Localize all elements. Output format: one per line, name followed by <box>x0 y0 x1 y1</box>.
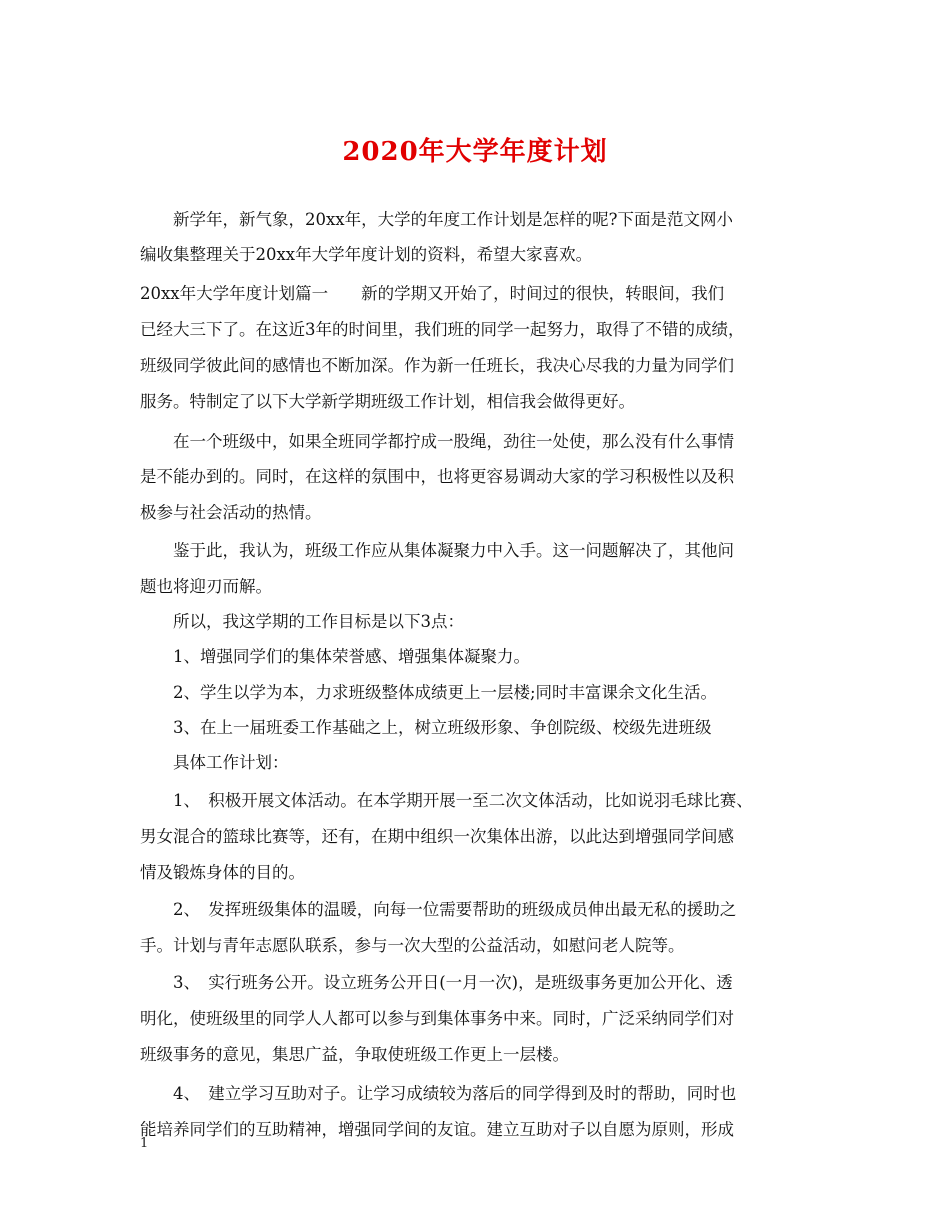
body-line: 鉴于此，我认为，班级工作应从集体凝聚力中入手。这一问题解决了，其他问 <box>140 541 734 560</box>
body-line: 2、学生以学为本，力求班级整体成绩更上一层楼;同时丰富课余文化生活。 <box>140 683 718 702</box>
body-line: 20xx年大学年度计划篇一 新的学期又开始了，时间过的很快，转眼间，我们 <box>140 284 725 303</box>
document-title: 2020年大学年度计划 <box>342 137 608 167</box>
body-line: 2、 发挥班级集体的温暖，向每一位需要帮助的班级成员伸出最无私的援助之 <box>140 900 737 919</box>
body-line: 能培养同学们的互助精神，增强同学间的友谊。建立互助对子以自愿为原则，形成 <box>140 1120 734 1139</box>
body-line: 在一个班级中，如果全班同学都拧成一股绳，劲往一处使，那么没有什么事情 <box>140 432 734 451</box>
body-line: 3、在上一届班委工作基础之上，树立班级形象、争创院级、校级先进班级 <box>140 718 712 737</box>
body-line: 4、 建立学习互助对子。让学习成绩较为落后的同学得到及时的帮助，同时也 <box>140 1084 737 1103</box>
body-line: 新学年，新气象，20xx年，大学的年度工作计划是怎样的呢?下面是范文网小 <box>140 210 733 229</box>
body-line: 题也将迎刃而解。 <box>140 577 272 596</box>
body-line: 所以，我这学期的工作目标是以下3点： <box>140 612 464 631</box>
body-line: 1、 积极开展文体活动。在本学期开展一至二次文体活动，比如说羽毛球比赛、 <box>140 791 753 810</box>
body-line: 明化，使班级里的同学人人都可以参与到集体事务中来。同时，广泛采纳同学们对 <box>140 1009 734 1028</box>
body-line: 已经大三下了。在这近3年的时间里，我们班的同学一起努力，取得了不错的成绩， <box>140 320 745 339</box>
body-line: 班级同学彼此间的感情也不断加深。作为新一任班长，我决心尽我的力量为同学们 <box>140 356 734 375</box>
body-line: 手。计划与青年志愿队联系，参与一次大型的公益活动，如慰问老人院等。 <box>140 936 685 955</box>
body-line: 编收集整理关于20xx年大学年度计划的资料，希望大家喜欢。 <box>140 245 593 264</box>
body-line: 班级事务的意见，集思广益，争取使班级工作更上一层楼。 <box>140 1045 569 1064</box>
body-line: 男女混合的篮球比赛等，还有，在期中组织一次集体出游，以此达到增强同学间感 <box>140 827 734 846</box>
body-line: 服务。特制定了以下大学新学期班级工作计划，相信我会做得更好。 <box>140 392 635 411</box>
body-line: 是不能办到的。同时，在这样的氛围中，也将更容易调动大家的学习积极性以及积 <box>140 467 734 486</box>
body-line: 具体工作计划： <box>140 753 289 772</box>
body-line: 1、增强同学们的集体荣誉感、增强集体凝聚力。 <box>140 647 530 666</box>
page-number: 1 <box>140 1136 149 1151</box>
body-line: 3、 实行班务公开。设立班务公开日(一月一次)，是班级事务更加公开化、透 <box>140 973 733 992</box>
body-line: 情及锻炼身体的目的。 <box>140 863 305 882</box>
body-line: 极参与社会活动的热情。 <box>140 503 322 522</box>
